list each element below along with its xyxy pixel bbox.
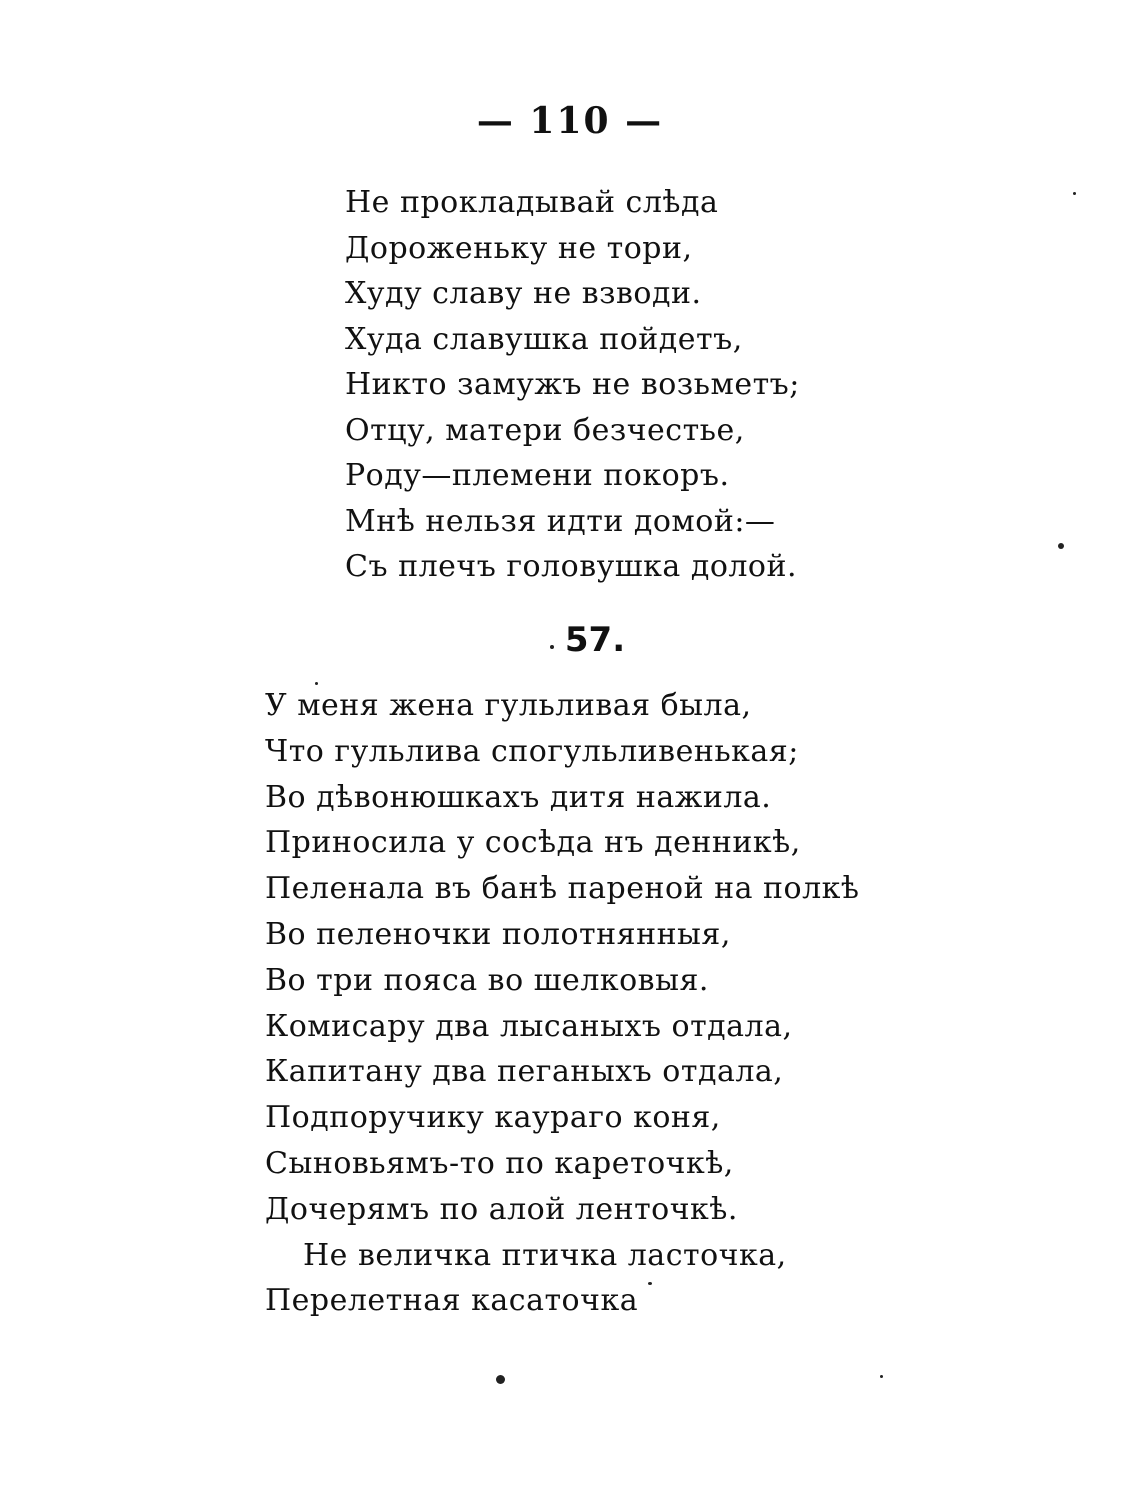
print-speck: [1073, 192, 1076, 195]
poem-line: Приносила у сосѣда нъ денникѣ,: [265, 825, 801, 861]
poem-line: Отцу, матери безчестье,: [345, 412, 745, 448]
poem-line: Во дѣвонюшкахъ дитя нажила.: [265, 779, 772, 815]
poem-line: Дороженьку не тори,: [345, 230, 693, 266]
section-number: 57.: [564, 620, 626, 660]
poem-line: Никто замужъ не возьметъ;: [345, 367, 800, 402]
poem-line: Сыновьямъ-то по кареточкѣ,: [265, 1145, 734, 1181]
page-number: — 110 —: [476, 100, 664, 142]
poem-line: Во три пояса во шелковыя.: [265, 962, 709, 998]
print-speck: [550, 645, 554, 649]
poem-line: Подпоручику каураго коня,: [265, 1100, 721, 1136]
poem-line: Во пеленочки полотнянныя,: [265, 916, 731, 952]
print-speck: [648, 1282, 652, 1285]
print-speck: [315, 682, 318, 685]
poem-line: Перелетная касаточка: [265, 1283, 639, 1319]
print-speck: [880, 1375, 883, 1378]
poem-line: Худа славушка пойдетъ,: [345, 321, 743, 357]
poem-line: Дочерямъ по алой ленточкѣ.: [265, 1191, 738, 1227]
poem-line-indented: Не величка птичка ласточка,: [303, 1237, 787, 1273]
poem-line: Не прокладывай слѣда: [345, 185, 719, 220]
print-speck: [1058, 543, 1064, 549]
poem-continued-stanza: [345, 180, 1065, 590]
print-speck: [496, 1375, 505, 1384]
poem-line: Пеленала въ банѣ пареной на полкѣ: [265, 871, 860, 907]
poem-line: У меня жена гульливая была,: [265, 688, 752, 723]
poem-line: Худу славу не взводи.: [345, 276, 702, 311]
poem-57-stanza: [265, 683, 1085, 1324]
poem-line: Роду—племени покоръ.: [345, 458, 730, 493]
poem-line: Что гульлива спогульливенькая;: [265, 733, 799, 769]
poem-line: Мнѣ нельзя идти домой:—: [345, 503, 776, 539]
poem-line: Комисару два лысаныхъ отдала,: [265, 1008, 793, 1044]
poem-line: Съ плечъ головушка долой.: [345, 549, 798, 584]
poem-line: Капитану два пеганыхъ отдала,: [265, 1054, 784, 1090]
